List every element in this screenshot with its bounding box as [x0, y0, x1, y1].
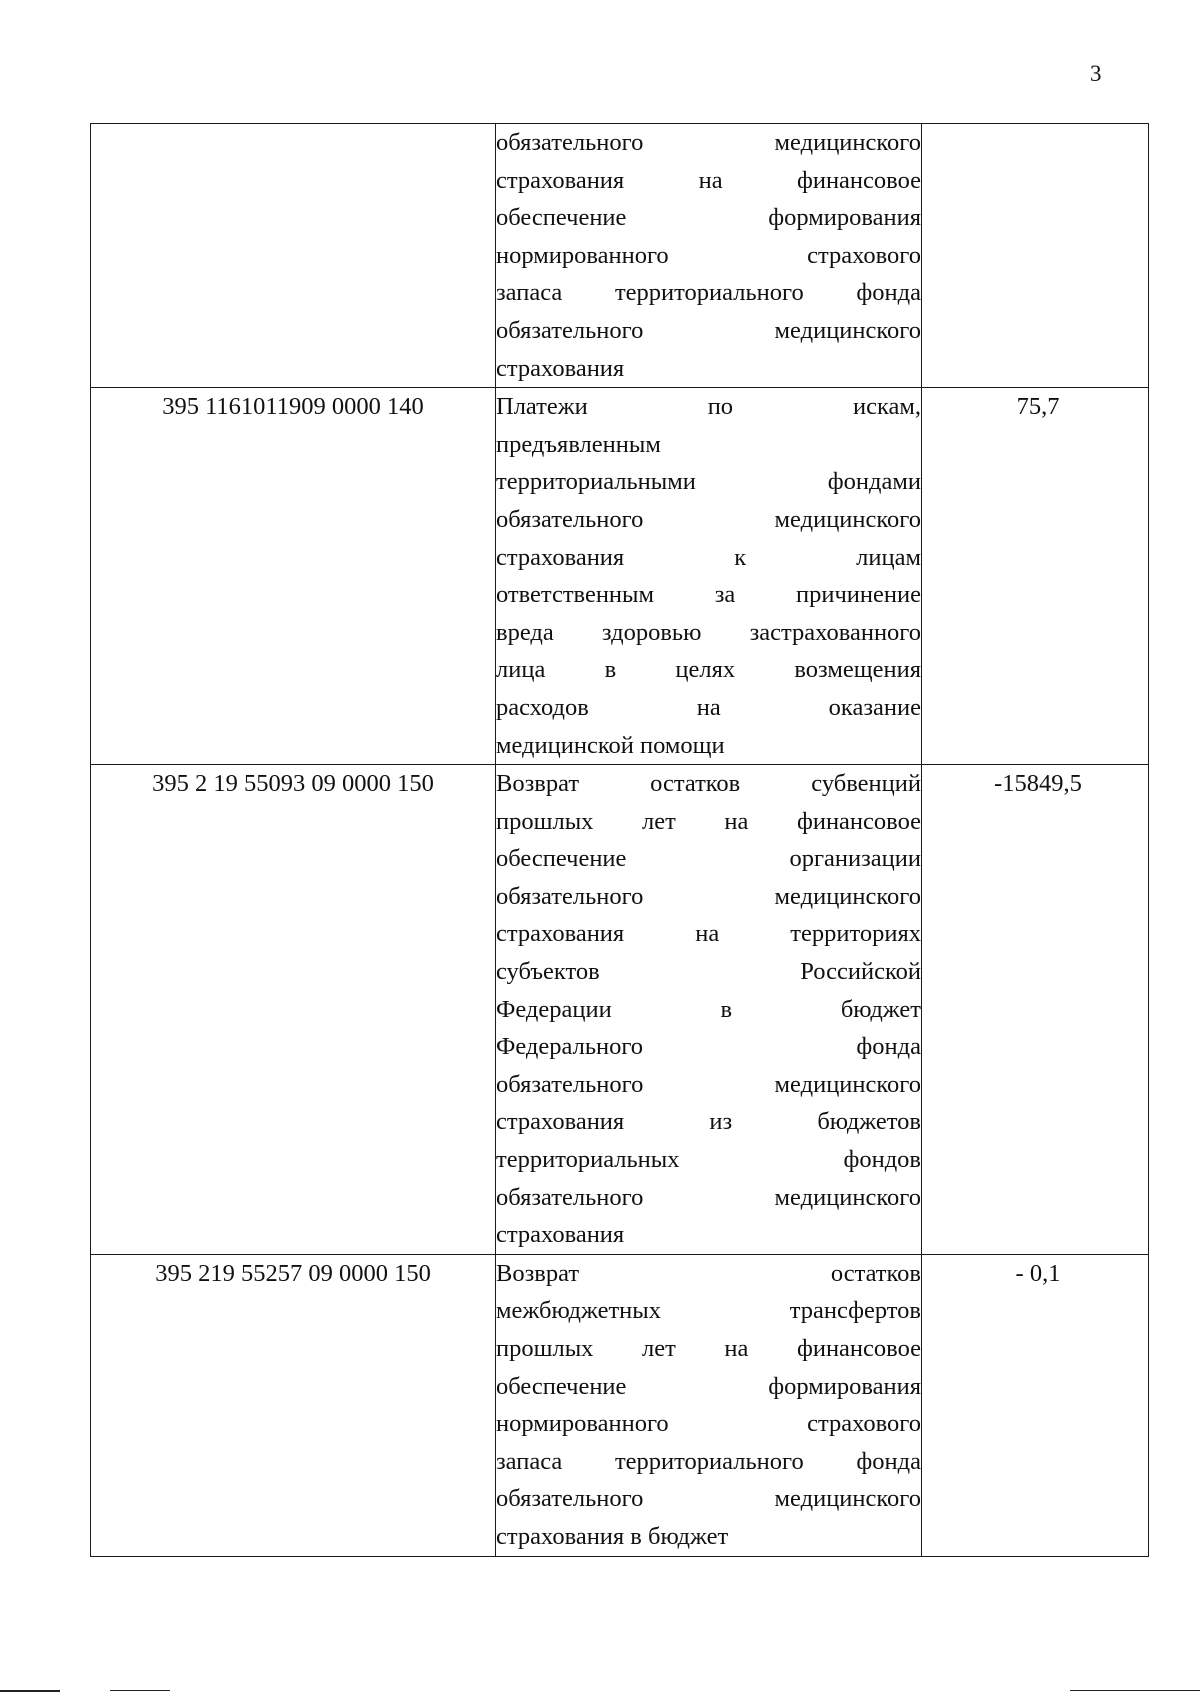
kbk-code: 395 2 19 55093 09 0000 150: [152, 770, 434, 798]
table-row: [91, 388, 1149, 765]
description-line: предъявленным: [496, 430, 661, 458]
description-line: страхования к лицам: [496, 543, 921, 571]
amount-cell: [922, 765, 1149, 1255]
amount-value: 75,7: [1016, 393, 1060, 421]
description-line: обеспечение формирования: [496, 1372, 921, 1400]
description-line: медицинской помощи: [496, 731, 725, 759]
budget-table: [90, 123, 1149, 1557]
description-line: обязательного медицинского: [496, 129, 921, 156]
description-line: обязательного медицинского: [496, 1485, 921, 1513]
scan-artifact-right: [1070, 1690, 1200, 1691]
description-cell: [496, 124, 922, 388]
description-line: обязательного медицинского: [496, 505, 921, 533]
description-line: запаса территориального фонда: [496, 1447, 921, 1475]
description-line: прошлых лет на финансовое: [496, 1335, 921, 1362]
amount-cell: [922, 1254, 1149, 1556]
description-line: Возврат остатков: [496, 1259, 921, 1287]
description-line: страхования из бюджетов: [496, 1108, 921, 1136]
scan-artifact-left: [0, 1690, 60, 1692]
kbk-code-cell: [91, 124, 496, 388]
kbk-code: 395 1161011909 0000 140: [162, 393, 424, 421]
kbk-code: 395 219 55257 09 0000 150: [155, 1259, 431, 1287]
description-line: страхования в бюджет: [496, 1522, 729, 1550]
description-cell: [496, 388, 922, 765]
description-line: территориальных фондов: [496, 1146, 921, 1174]
description-line: обязательного медицинского: [496, 316, 921, 344]
description-line: ответственным за причинение: [496, 581, 921, 609]
description-line: страхования: [496, 354, 625, 382]
amount-cell: [922, 124, 1149, 388]
description-line: Возврат остатков субвенций: [496, 770, 921, 798]
amount-value: - 0,1: [1015, 1259, 1061, 1287]
kbk-code-cell: [91, 765, 496, 1255]
page-number: 3: [1090, 61, 1102, 86]
description-line: прошлых лет на финансовое: [496, 807, 921, 835]
amount-value: [922, 124, 1148, 162]
description-line: нормированного страхового: [496, 241, 921, 269]
description-line: Федерации в бюджет: [496, 995, 921, 1023]
description-line: территориальными фондами: [496, 468, 921, 496]
description-line: расходов на оказание: [496, 693, 921, 721]
description-line: межбюджетных трансфертов: [496, 1297, 921, 1325]
amount-value: -15849,5: [994, 770, 1082, 798]
description-line: обеспечение организации: [496, 845, 921, 873]
amount-cell: [922, 388, 1149, 765]
budget-table-body: [91, 124, 1149, 1557]
description-cell: [496, 1254, 922, 1556]
description-line: обеспечение формирования: [496, 204, 921, 232]
scan-artifact-center: [110, 1690, 170, 1691]
description-line: вреда здоровью застрахованного: [496, 618, 921, 646]
description-line: обязательного медицинского: [496, 1183, 921, 1211]
table-row: [91, 124, 1149, 388]
kbk-code-cell: [91, 1254, 496, 1556]
description-line: лица в целях возмещения: [496, 656, 921, 684]
description-line: обязательного медицинского: [496, 1070, 921, 1098]
description-line: обязательного медицинского: [496, 882, 921, 910]
description-line: страхования на территориях: [496, 920, 921, 948]
kbk-code-cell: [91, 388, 496, 765]
table-row: [91, 765, 1149, 1255]
kbk-code: [91, 124, 495, 162]
description-line: Федерального фонда: [496, 1033, 921, 1061]
description-cell: [496, 765, 922, 1255]
description-line: нормированного страхового: [496, 1410, 921, 1438]
description-line: запаса территориального фонда: [496, 279, 921, 307]
description-line: Платежи по искам,: [496, 393, 921, 421]
description-line: субъектов Российской: [496, 958, 921, 986]
description-line: страхования на финансовое: [496, 166, 921, 194]
description-line: страхования: [496, 1221, 625, 1249]
table-row: [91, 1254, 1149, 1556]
